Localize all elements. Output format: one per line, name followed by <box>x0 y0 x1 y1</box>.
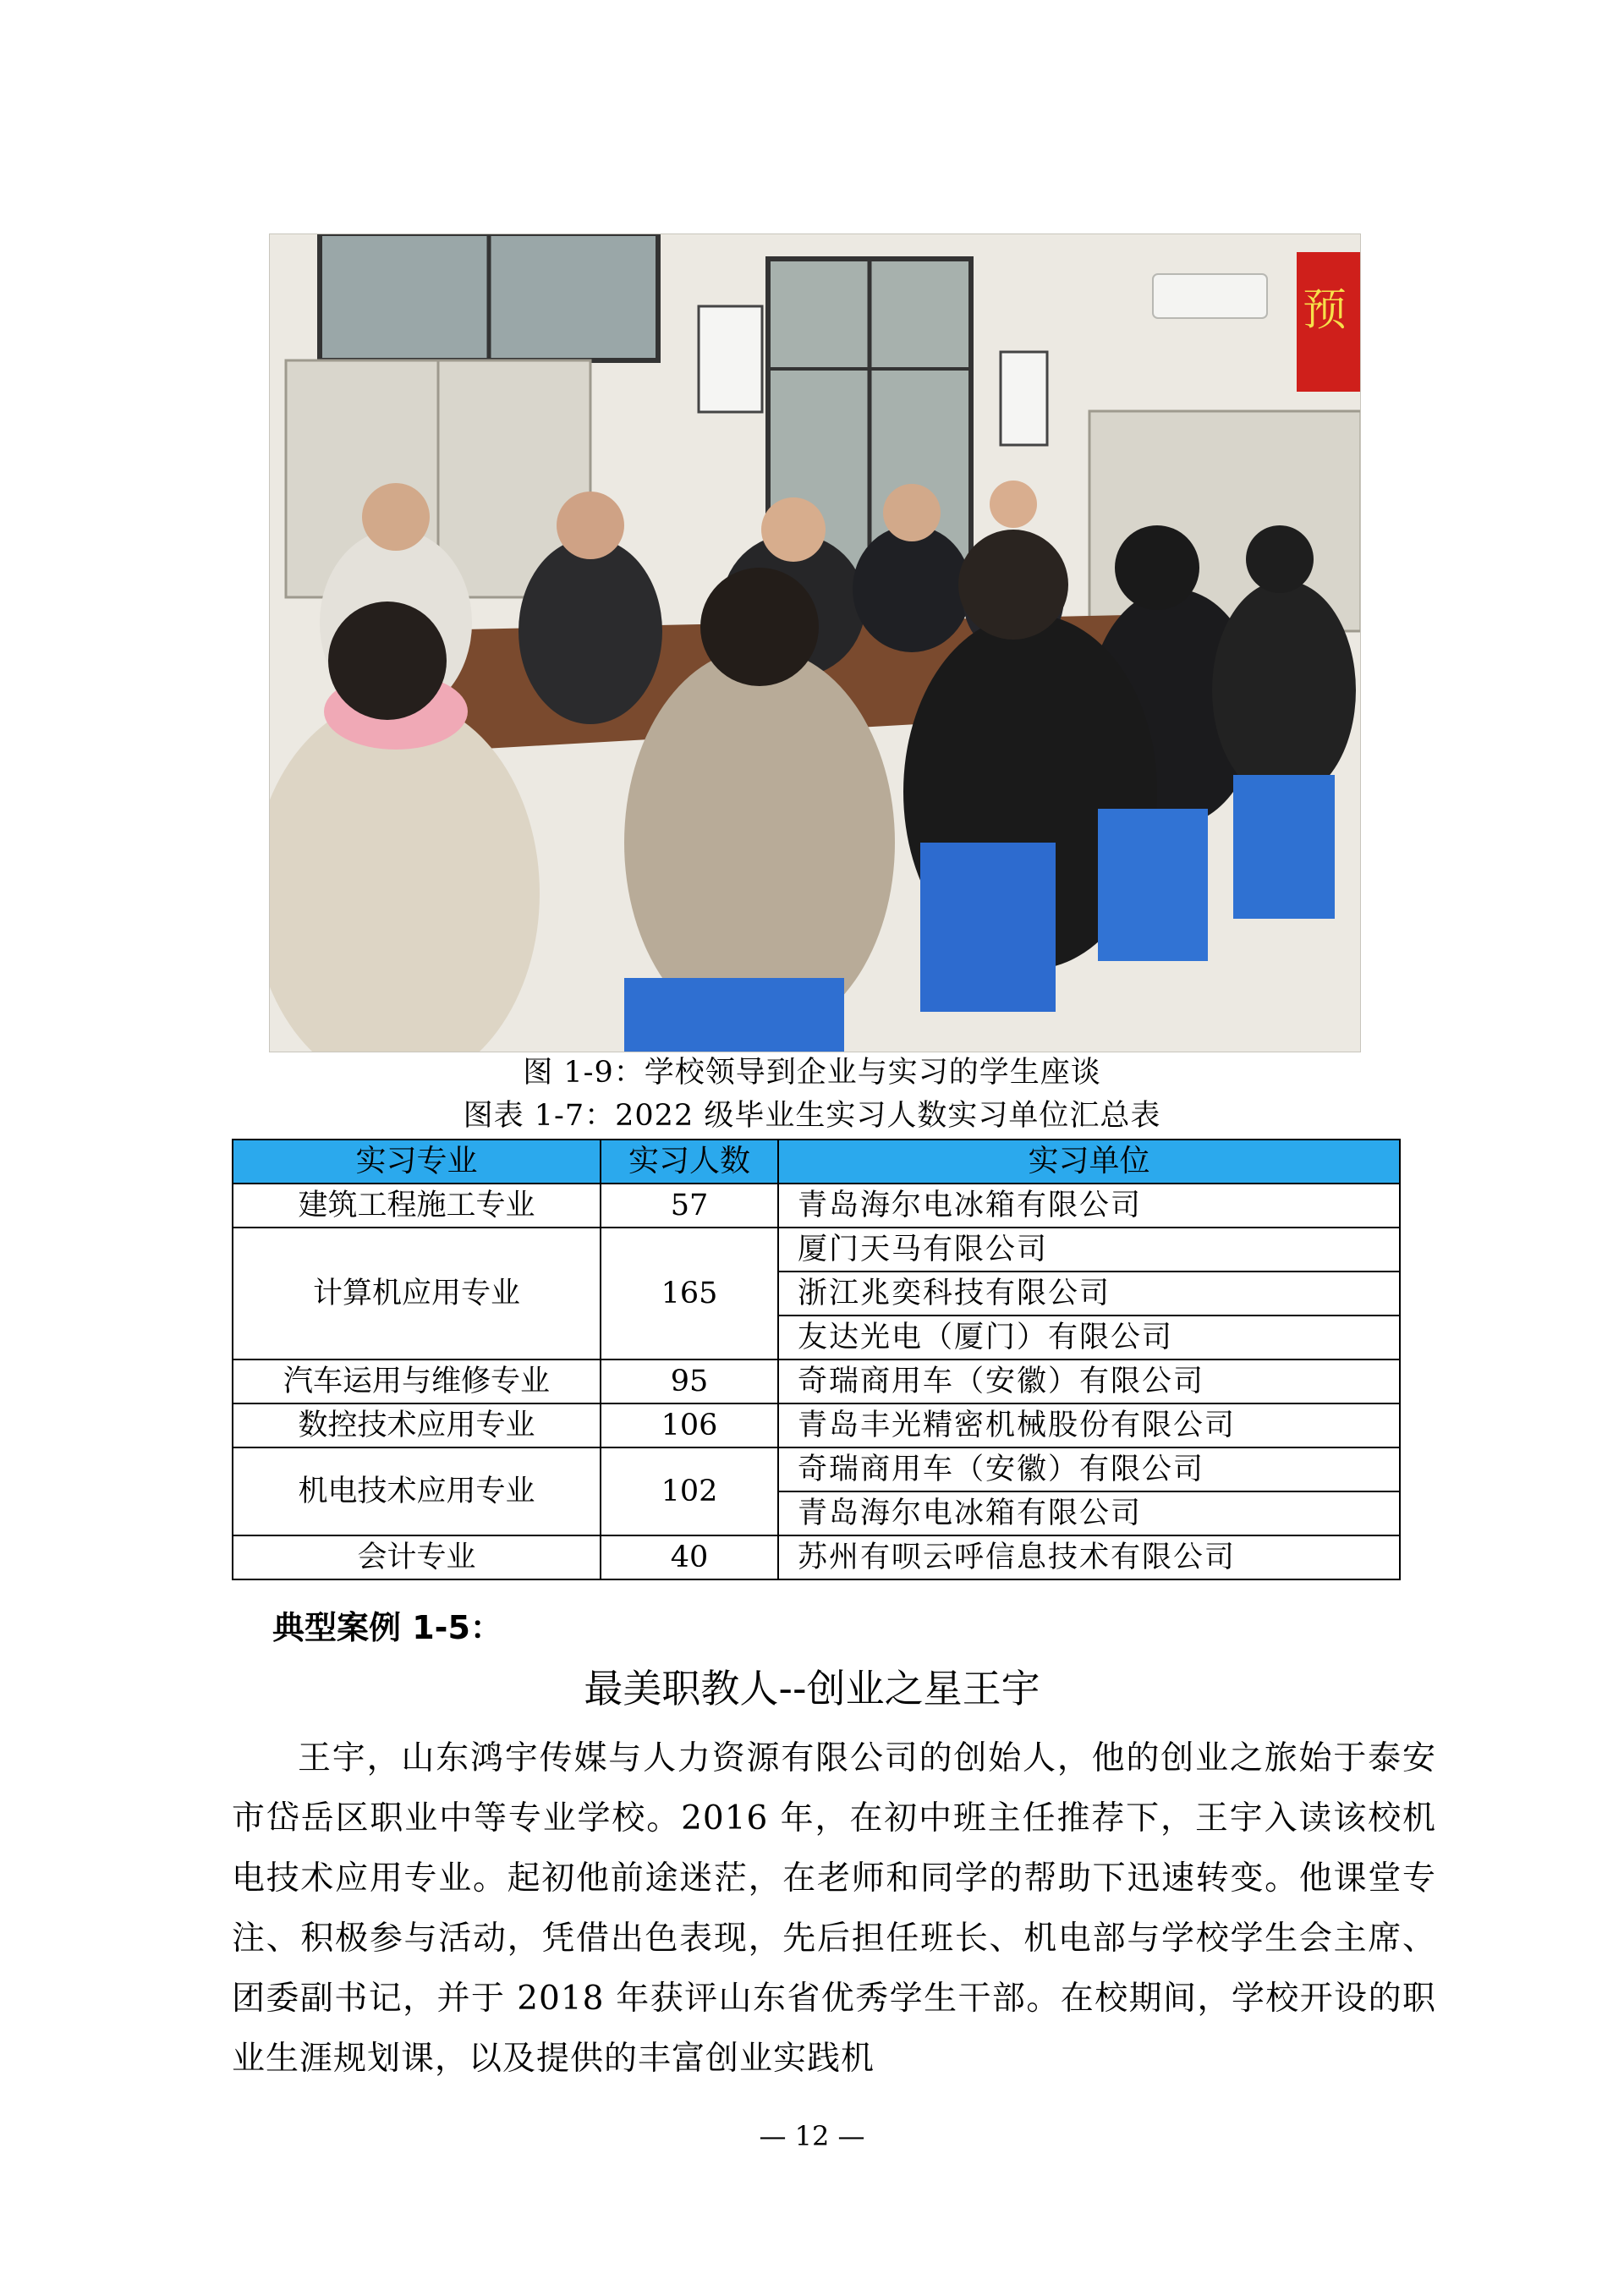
column-header: 实习单位 <box>778 1140 1400 1184</box>
major-cell: 机电技术应用专业 <box>233 1447 601 1535</box>
unit-cell: 青岛海尔电冰箱有限公司 <box>778 1184 1400 1228</box>
unit-cell: 苏州有呗云呼信息技术有限公司 <box>778 1535 1400 1579</box>
table-row <box>233 1403 1400 1447</box>
major-cell: 建筑工程施工专业 <box>233 1184 601 1228</box>
banner-text: 预 <box>1302 285 1347 336</box>
unit-cell: 浙江兆奕科技有限公司 <box>778 1272 1400 1316</box>
body-paragraph: 王宇，山东鸿宇传媒与人力资源有限公司的创始人，他的创业之旅始于泰安市岱岳区职业中等专业学校。2016 年，在初中班主任推荐下，王宇入读该校机电技术应用专业。起初他前途迷茫，在老师和同学的帮助下迅速转变。他课堂专注、积极参与活动，凭借出色表现，先后担任班长、机电部与学校学生会主席、团委副书记，并于 2018 年获评山东省优秀学生干部。在校期间，学校开设的职业生涯规划课，以及提供的丰富创业实践机 <box>232 1739 1436 2078</box>
count-cell: 102 <box>601 1447 778 1535</box>
unit-cell: 厦门天马有限公司 <box>778 1228 1400 1272</box>
count-cell: 106 <box>601 1403 778 1447</box>
count-cell: 40 <box>601 1535 778 1579</box>
internship-summary-table <box>232 1139 1401 1580</box>
unit-cell: 友达光电（厦门）有限公司 <box>778 1316 1400 1359</box>
seminar-photo-illustration <box>269 233 1361 1052</box>
seminar-photo <box>269 233 1361 1052</box>
figure-caption: 图 1-9：学校领导到企业与实习的学生座谈 <box>523 1056 1101 1090</box>
table-row <box>233 1228 1400 1272</box>
table-row <box>233 1184 1400 1228</box>
major-cell: 数控技术应用专业 <box>233 1403 601 1447</box>
case-label: 典型案例 1-5： <box>272 1609 502 1646</box>
table-row <box>233 1535 1400 1579</box>
table-row <box>233 1447 1400 1491</box>
column-header: 实习人数 <box>601 1140 778 1184</box>
article-title: 最美职教人--创业之星王宇 <box>584 1666 1040 1711</box>
page-number: — 12 — <box>759 2120 865 2152</box>
major-cell: 计算机应用专业 <box>233 1228 601 1359</box>
unit-cell: 奇瑞商用车（安徽）有限公司 <box>778 1447 1400 1491</box>
table-row <box>233 1359 1400 1403</box>
unit-cell: 青岛海尔电冰箱有限公司 <box>778 1491 1400 1535</box>
unit-cell: 青岛丰光精密机械股份有限公司 <box>778 1403 1400 1447</box>
count-cell: 95 <box>601 1359 778 1403</box>
count-cell: 165 <box>601 1228 778 1359</box>
table-caption: 图表 1-7：2022 级毕业生实习人数实习单位汇总表 <box>463 1099 1161 1133</box>
count-cell: 57 <box>601 1184 778 1228</box>
column-header: 实习专业 <box>233 1140 601 1184</box>
major-cell: 会计专业 <box>233 1535 601 1579</box>
table-header-row <box>233 1140 1400 1184</box>
major-cell: 汽车运用与维修专业 <box>233 1359 601 1403</box>
unit-cell: 奇瑞商用车（安徽）有限公司 <box>778 1359 1400 1403</box>
